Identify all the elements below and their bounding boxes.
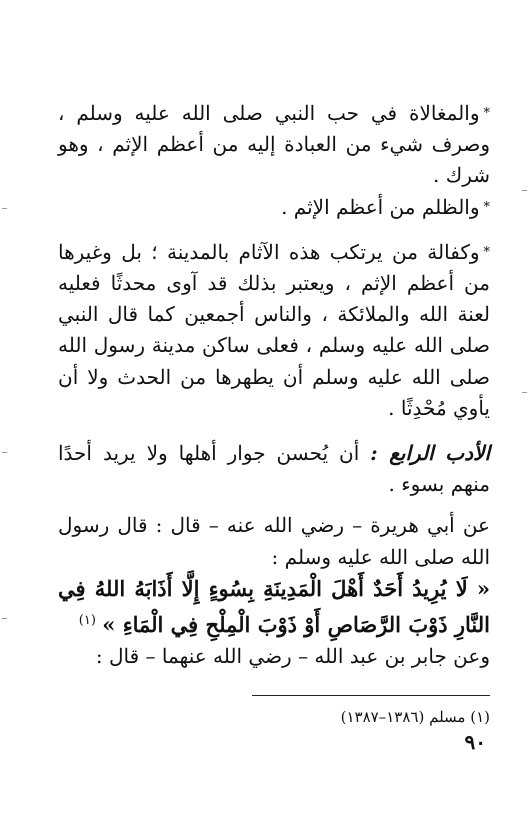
paragraph-text: عن أبي هريرة – رضي الله عنه – قال : قال رسول الله صلى الله عليه وسلم :: [58, 513, 490, 569]
bullet-star-icon: *: [483, 199, 490, 215]
section-heading: الأدب الرابع :: [370, 441, 490, 466]
margin-mark: [2, 208, 7, 209]
main-text: [58, 98, 490, 672]
margin-mark: [2, 618, 7, 619]
footnote-reference: (١): [78, 613, 96, 629]
margin-mark: [522, 190, 527, 191]
paragraph-text: وعن جابر بن عبد الله – رضي الله عنهما – قال :: [95, 644, 490, 669]
footnote: (١) مسلم (١٣٨٦–١٣٨٧): [340, 708, 490, 726]
paragraph-exaggeration: [58, 98, 490, 192]
paragraph-fourth-etiquette: [58, 438, 490, 500]
paragraph-oppression: [58, 192, 490, 223]
bullet-star-icon: *: [483, 244, 490, 260]
paragraph-text: أن يُحسن جوار أهلها ولا يريد أحدًا منهم بسوء .: [58, 441, 490, 497]
paragraph-sponsorship: [58, 237, 490, 424]
margin-mark: [522, 392, 527, 393]
bullet-star-icon: *: [483, 106, 490, 121]
paragraph-narration: [58, 510, 490, 572]
footnote-divider: [252, 695, 490, 696]
page-number: ٩٠: [464, 730, 486, 754]
hadith-quote: [58, 573, 490, 641]
paragraph-text: وكفالة من يرتكب هذه الآثام بالمدينة ؛ بل وغيرها من أعظم الإثم ، ويعتبر بذلك قد آوى محدثًا فعليه لعنة الله والملائكة ، والناس أجمعين كما قال النبي صلى الله عليه وسلم ، فعلى ساكن مدينة رسول الله صلى الله عليه وسلم أن يطهرها من الحدث ولا أن يأوي مُحْدِثًا .: [58, 239, 490, 420]
margin-mark: [2, 452, 7, 453]
hadith-text: « لَا يُرِيدُ أَحَدٌ أَهْلَ الْمَدِينَةِ بِسُوءٍ إِلَّا أَذَابَهُ اللهُ فِي النَّارِ ذَوْبَ الرَّصَاصِ أَوْ ذَوْبَ الْمِلْحِ فِي الْمَاءِ »: [58, 575, 490, 638]
paragraph-text: والمغالاة في حب النبي صلى الله عليه وسلم ، وصرف شيء من العبادة إليه من أعظم الإثم ، وهو شرك .: [58, 101, 490, 188]
paragraph-text: والظلم من أعظم الإثم .: [281, 194, 480, 219]
paragraph-jabir: [58, 641, 490, 672]
